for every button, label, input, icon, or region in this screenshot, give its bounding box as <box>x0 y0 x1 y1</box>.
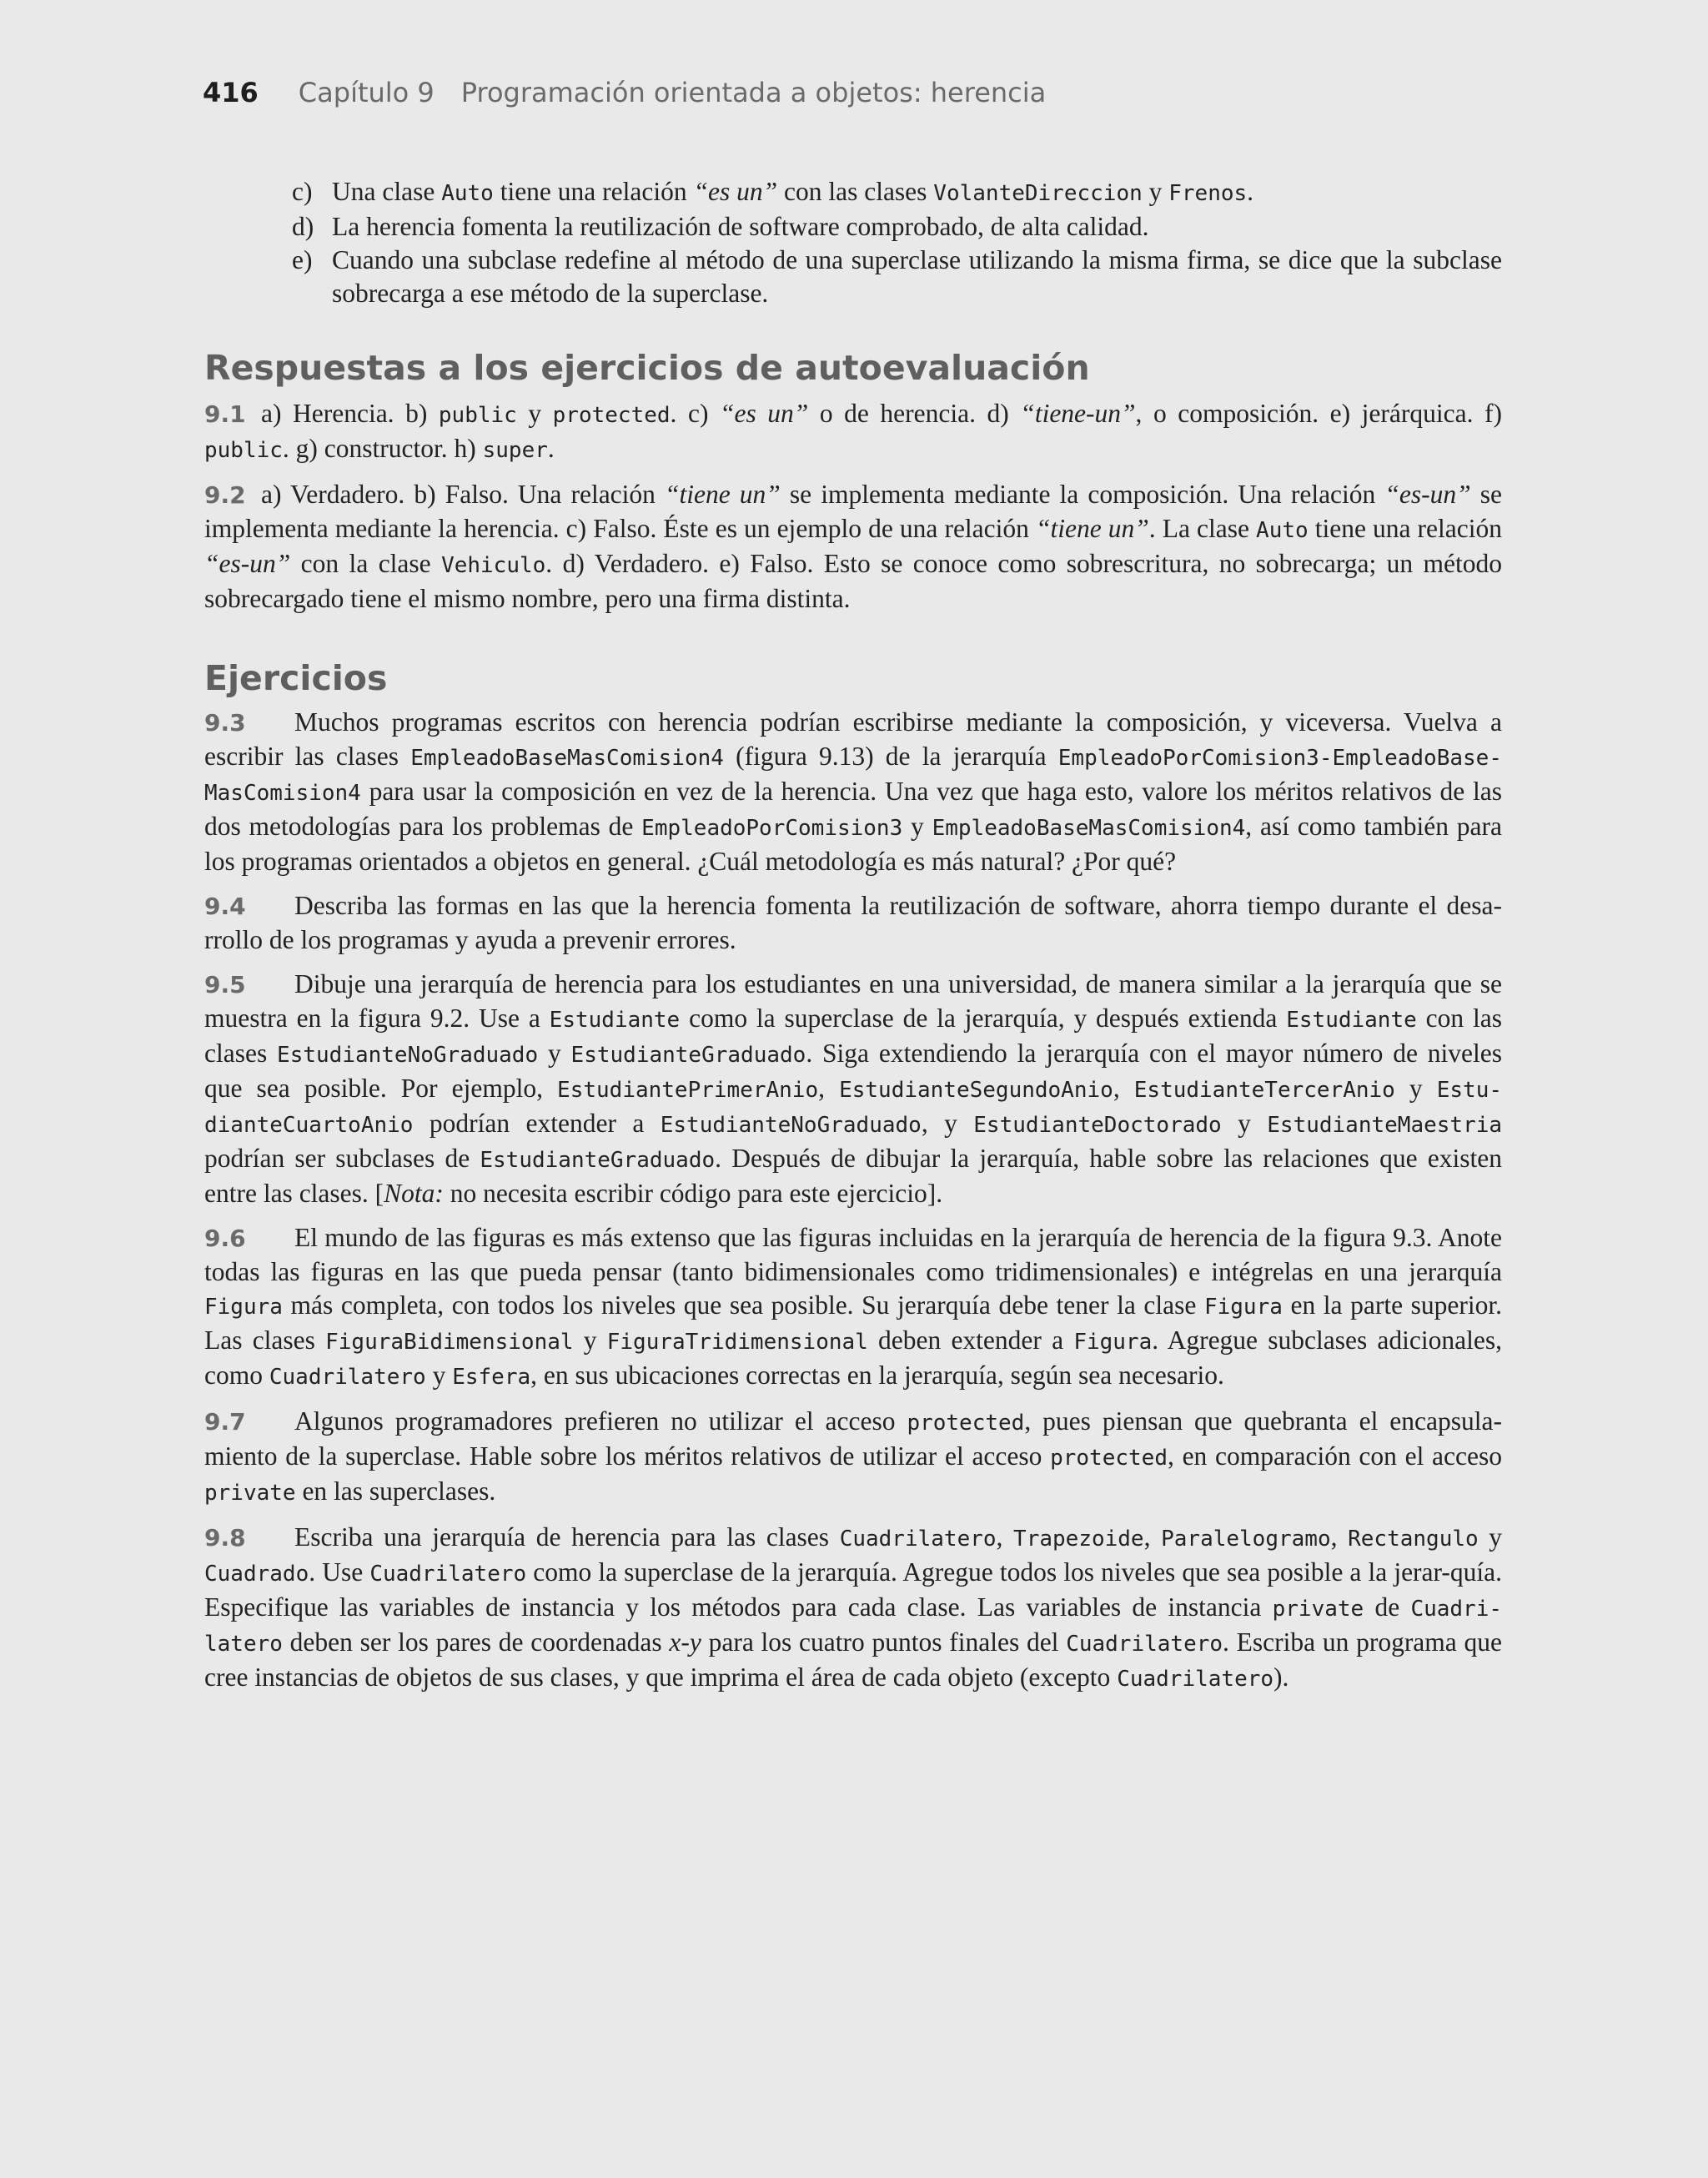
code: EstudiantePrimerAnio <box>557 1078 819 1103</box>
exercise-number: 9.6 <box>204 1225 246 1252</box>
code: protected <box>1050 1446 1168 1471</box>
list-label: e) <box>292 245 313 274</box>
text: como la superclase de la jerarquía, y después extienda <box>680 1003 1287 1033</box>
text: Una clase <box>332 177 442 206</box>
code: Cuadrado <box>204 1562 309 1587</box>
text: , pues piensan que quebranta el encapsula-miento de la superclase. Hable sobre los méritos relativos de utilizar el acceso <box>204 1406 1502 1471</box>
emphasis: Nota: <box>384 1179 444 1208</box>
text: , en comparación con el acceso <box>1167 1441 1502 1471</box>
code: private <box>1272 1597 1364 1622</box>
exercise-number: 9.7 <box>204 1408 246 1436</box>
text: se implementa mediante la herencia. c) Falso. Éste es un ejemplo de una relación <box>204 480 1502 543</box>
text: ). <box>1273 1662 1289 1692</box>
list-text: La herencia fomenta la reutilización de software comprobado, de alta calidad. <box>332 212 1149 241</box>
code: Figura <box>1073 1330 1153 1355</box>
text: más completa, con todos los niveles que sea posible. Su jerarquía debe tener la clase <box>282 1290 1204 1320</box>
text: tiene una relación <box>493 177 694 206</box>
code: VolanteDireccion <box>933 181 1143 206</box>
code: Rectangulo <box>1348 1527 1479 1552</box>
code: EmpleadoBaseMasComision4 <box>932 816 1246 841</box>
code: public <box>438 403 517 428</box>
exercise-number: 9.4 <box>204 893 246 920</box>
exercise-number: 9.8 <box>204 1524 246 1552</box>
code: Figura <box>1203 1295 1283 1320</box>
text: para usar la composición en vez de la herencia. Una vez que haga esto, valore los méritos relativos de las dos metodologías para los problemas de <box>204 777 1502 841</box>
text: como la superclase de la jerarquía. Agregue todos los niveles que sea posible a la jerar-quía. Especifique las variables de instancia y los métodos para cada clase. Las variables de instancia <box>204 1557 1502 1622</box>
exercise-9-8 <box>204 1521 1502 1696</box>
code: Figura <box>204 1295 283 1320</box>
answer-9-2 <box>204 478 1502 616</box>
emphasis: “es-un” <box>204 549 291 578</box>
code: EstudianteSegundoAnio <box>839 1078 1113 1103</box>
text: no necesita escribir código para este ejercicio]. <box>443 1179 943 1208</box>
text: y <box>425 1361 453 1390</box>
text: , en sus ubicaciones correctas en la jerarquía, según sea necesario. <box>530 1361 1224 1390</box>
list-text: Cuando una subclase redefine al método de una superclase utilizando la misma firma, se dice que la subclase sobrecarga a ese método de la superclase. <box>332 245 1502 308</box>
exercise-number: 9.5 <box>204 971 246 998</box>
exercise-9-5 <box>204 968 1502 1210</box>
code: Auto <box>441 181 494 206</box>
code: Cuadrilatero <box>269 1365 426 1390</box>
text: . g) constructor. h) <box>282 434 483 463</box>
emphasis: “tiene-un” <box>1020 399 1136 428</box>
text: tiene una relación <box>1308 514 1502 543</box>
text: para los cuatro puntos finales del <box>701 1627 1067 1657</box>
text: o de herencia. d) <box>808 399 1021 428</box>
text: se implementa mediante la composición. Una relación <box>780 480 1385 509</box>
text: , <box>1330 1522 1349 1552</box>
code: protected <box>907 1411 1025 1436</box>
code: FiguraBidimensional <box>325 1330 574 1355</box>
text: con la clase <box>290 549 442 578</box>
code: EstudianteDoctorado <box>973 1113 1222 1138</box>
list-label: d) <box>292 212 314 241</box>
text: con las clases <box>204 1003 1502 1068</box>
text: Describa las formas en las que la herencia fomenta la reutilización de software, ahorra tiempo durante el desa-rrollo de los programas y ayuda a prevenir errores. <box>204 891 1502 954</box>
text: Algunos programadores prefieren no utilizar el acceso <box>294 1406 907 1436</box>
text: , <box>1143 1522 1162 1552</box>
code: EmpleadoBaseMasComision4 <box>410 746 724 771</box>
text: Dibuje una jerarquía de herencia para los estudiantes en una universidad, de manera similar a la jerarquía que se muestra en la figura 9.2. Use a <box>204 969 1502 1033</box>
exercise-9-4 <box>204 889 1502 957</box>
list-text <box>332 175 1502 210</box>
answer-number: 9.1 <box>204 400 246 428</box>
code: Auto <box>1256 518 1309 543</box>
page-number: 416 <box>203 77 259 108</box>
text: de <box>1364 1592 1411 1622</box>
code: Cuadrilatero <box>839 1527 997 1552</box>
text: , y <box>921 1109 974 1138</box>
code: Cuadrilatero <box>369 1562 527 1587</box>
code: Cuadrilatero <box>1066 1632 1223 1657</box>
text: y <box>538 1039 571 1068</box>
code: Estudiante <box>1286 1008 1417 1033</box>
answer-number: 9.2 <box>204 481 246 509</box>
text: a) Verdadero. b) Falso. Una relación <box>261 480 665 509</box>
text: , o composición. e) jerárquica. f) <box>1135 399 1502 428</box>
text: y <box>1394 1074 1437 1103</box>
text: , <box>1113 1074 1134 1103</box>
code: EmpleadoPorComision3-EmpleadoBase-MasComision4 <box>204 746 1502 806</box>
text: podrían extender a <box>413 1109 661 1138</box>
list-item <box>292 210 1502 244</box>
text: . Siga extendiendo la jerarquía con el mayor número de niveles que sea posible. Por ejemplo, <box>204 1039 1502 1103</box>
code: EmpleadoPorComision3 <box>641 816 903 841</box>
page-header <box>203 77 1046 108</box>
code: EstudianteTercerAnio <box>1133 1078 1395 1103</box>
code: EstudianteGraduado <box>570 1043 806 1068</box>
text: Muchos programas escritos con herencia podrían escribirse mediante la composición, y viceversa. Vuelva a escribir las clases <box>204 707 1502 771</box>
text: , <box>996 1522 1014 1552</box>
code: Cuadri-latero <box>204 1597 1503 1657</box>
exercise-9-3 <box>204 706 1502 878</box>
text: . <box>1247 177 1254 206</box>
code: Esfera <box>452 1365 531 1390</box>
emphasis: x-y <box>669 1627 701 1657</box>
code: EstudianteGraduado <box>480 1148 716 1173</box>
answers-heading: Respuestas a los ejercicios de autoevaluación <box>204 348 1090 388</box>
text: El mundo de las figuras es más extenso que las figuras incluidas en la jerarquía de herencia de la figura 9.3. Anote todas las figuras en las que pueda pensar (tanto bidimensionales como tridimensionales) e intégrelas en una jerarquía <box>204 1223 1502 1286</box>
text: , así como también para los programas orientados a objetos en general. ¿Cuál metodología es más natural? ¿Por qué? <box>204 812 1502 876</box>
emphasis: “es-un” <box>1384 480 1471 509</box>
code: private <box>204 1481 296 1506</box>
emphasis: “tiene un” <box>664 480 781 509</box>
text: a) Herencia. b) <box>261 399 439 428</box>
code: public <box>204 438 283 463</box>
exercises-heading: Ejercicios <box>204 658 388 698</box>
text: y <box>902 812 932 841</box>
code: Vehiculo <box>441 553 546 578</box>
text: podrían ser subclases de <box>204 1144 480 1173</box>
text: . La clase <box>1148 514 1257 543</box>
text: . c) <box>670 399 720 428</box>
emphasis: “tiene un” <box>1035 514 1149 543</box>
code: Cuadrilatero <box>1117 1667 1274 1692</box>
text: . Agregue subclases adicionales, como <box>204 1325 1502 1390</box>
text: en las superclases. <box>295 1476 496 1506</box>
text: . <box>547 434 555 463</box>
emphasis: “es un” <box>719 399 809 428</box>
exercise-number: 9.3 <box>204 709 246 737</box>
text: y <box>1221 1109 1268 1138</box>
emphasis: “es un” <box>693 177 778 206</box>
text: en la parte superior. Las clases <box>204 1290 1502 1355</box>
list-item <box>292 244 1502 310</box>
text: . Escriba un programa que cree instancias de objetos de sus clases, y que imprima el área de cada objeto (excepto <box>204 1627 1502 1692</box>
code: EstudianteNoGraduado <box>277 1043 539 1068</box>
text: . Use <box>309 1557 370 1587</box>
list-item <box>292 175 1502 210</box>
code: protected <box>552 403 671 428</box>
text: , <box>818 1074 840 1103</box>
code: FiguraTridimensional <box>606 1330 868 1355</box>
text: y <box>1142 177 1169 206</box>
text: y <box>1478 1522 1503 1552</box>
text: (figura 9.13) de la jerarquía <box>723 742 1058 771</box>
answer-9-1 <box>204 397 1502 467</box>
chapter-title: Programación orientada a objetos: herencia <box>460 77 1047 108</box>
code: EstudianteMaestria <box>1267 1113 1503 1138</box>
text: . d) Verdadero. e) Falso. Esto se conoce como sobrescritura, no sobrecarga; un método sobrecargado tiene el mismo nombre, pero una firma distinta. <box>204 549 1503 613</box>
text: y <box>516 399 553 428</box>
text: y <box>573 1325 607 1355</box>
code: Estu-dianteCuartoAnio <box>204 1078 1503 1138</box>
exercise-9-6 <box>204 1221 1502 1394</box>
text: con las clases <box>777 177 934 206</box>
text: deben extender a <box>867 1325 1074 1355</box>
list-label: c) <box>292 177 313 206</box>
code: EstudianteNoGraduado <box>660 1113 922 1138</box>
code: Frenos <box>1168 181 1248 206</box>
text: . Después de dibujar la jerarquía, hable sobre las relaciones que existen entre las clases. [ <box>204 1144 1502 1208</box>
page-content <box>204 175 1502 1707</box>
code: Estudiante <box>549 1008 681 1033</box>
text: deben ser los pares de coordenadas <box>282 1627 670 1657</box>
chapter-label: Capítulo 9 <box>298 77 435 108</box>
exercise-9-7 <box>204 1405 1502 1510</box>
text: Escriba una jerarquía de herencia para las clases <box>294 1522 840 1552</box>
code: super <box>482 438 548 463</box>
code: Paralelogramo <box>1161 1527 1331 1552</box>
code: Trapezoide <box>1013 1527 1144 1552</box>
